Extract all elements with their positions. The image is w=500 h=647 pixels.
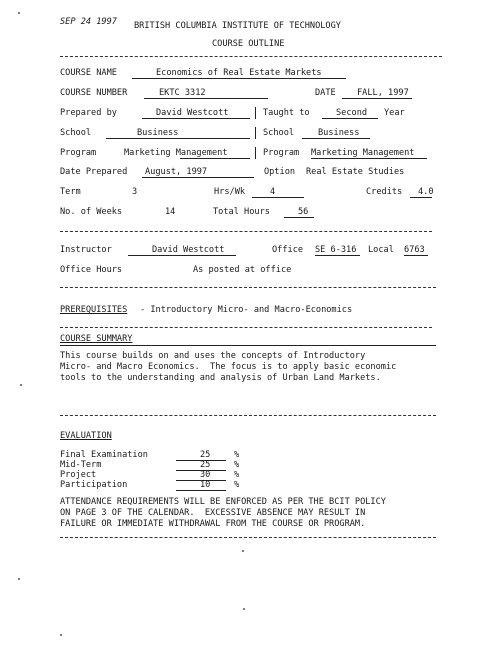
attendance-line: ATTENDANCE REQUIREMENTS WILL BE ENFORCED AS PER THE BCIT POLICY — [60, 497, 386, 507]
underline — [252, 197, 304, 198]
underline — [302, 138, 370, 139]
underline — [410, 197, 432, 198]
underline — [404, 255, 428, 256]
hours-per-week-value: 4 — [270, 187, 276, 197]
underline — [180, 158, 250, 159]
institution-name: BRITISH COLUMBIA INSTITUTE OF TECHNOLOGY — [134, 21, 341, 31]
separator-line — [60, 56, 442, 57]
credits-label: Credits — [366, 187, 403, 197]
local-value: 6763 — [404, 245, 425, 255]
course-name-label: COURSE NAME — [60, 68, 117, 78]
underline — [176, 490, 226, 491]
option-label: Option — [264, 167, 296, 177]
instructor-label: Instructor — [60, 245, 112, 255]
evaluation-item-label: Participation — [60, 480, 128, 490]
prerequisites-heading: PREREQUISITES — [60, 305, 128, 315]
course-number-label: COURSE NUMBER — [60, 88, 128, 98]
underline — [144, 98, 268, 99]
weeks-value: 14 — [165, 207, 176, 217]
evaluation-item-label: Project — [60, 470, 97, 480]
evaluation-item-value: 10 — [200, 480, 211, 490]
scan-speck — [243, 608, 245, 610]
attendance-line: ON PAGE 3 OF THE CALENDAR. EXCESSIVE ABSENCE MAY RESULT IN — [60, 508, 366, 518]
taught-to-value: Second — [336, 108, 368, 118]
summary-line: tools to the understanding and analysis of Urban Land Markets. — [60, 373, 381, 383]
total-hours-value: 56 — [298, 207, 309, 217]
office-hours-label: Office Hours — [60, 265, 123, 275]
attendance-line: FAILURE OR IMMEDIATE WITHDRAWAL FROM THE COURSE OR PROGRAM. — [60, 519, 366, 529]
year-label: Year — [384, 108, 405, 118]
separator-line — [60, 537, 436, 538]
program-label-right: Program — [263, 148, 300, 158]
option-value: Real Estate Studies — [306, 167, 405, 177]
date-prepared-label: Date Prepared — [60, 167, 128, 177]
underline — [142, 118, 250, 119]
separator-line — [60, 287, 436, 288]
received-stamp: SEP 24 1997 — [60, 17, 117, 27]
date-label: DATE — [315, 88, 336, 98]
percent-sign: % — [234, 450, 240, 460]
separator-line — [60, 327, 432, 328]
scan-speck — [20, 384, 22, 386]
scan-speck — [18, 12, 20, 14]
separator-line — [60, 415, 436, 416]
course-name-value: Economics of Real Estate Markets — [156, 68, 322, 78]
program-label: Program — [60, 148, 97, 158]
scan-speck — [242, 550, 244, 552]
underline — [132, 78, 346, 79]
program-value-right: Marketing Management — [311, 148, 415, 158]
column-divider — [255, 147, 256, 159]
hours-per-week-label: Hrs/Wk — [214, 187, 246, 197]
underline — [284, 217, 314, 218]
weeks-label: No. of Weeks — [60, 207, 123, 217]
total-hours-label: Total Hours — [213, 207, 270, 217]
scan-speck — [60, 634, 62, 636]
course-summary-heading: COURSE SUMMARY — [60, 334, 133, 344]
instructor-value: David Westcott — [152, 245, 225, 255]
office-label: Office — [272, 245, 304, 255]
summary-line: This course builds on and uses the concepts of Introductory — [60, 351, 366, 361]
office-hours-value: As posted at office — [193, 265, 292, 275]
underline — [315, 255, 360, 256]
local-label: Local — [368, 245, 394, 255]
taught-to-label: Taught to — [263, 108, 310, 118]
evaluation-item-label: Final Examination — [60, 450, 148, 460]
document-title: COURSE OUTLINE — [212, 39, 285, 49]
underline — [106, 138, 250, 139]
scan-speck — [18, 578, 20, 580]
credits-value: 4.0 — [418, 187, 434, 197]
school-value-right: Business — [318, 128, 360, 138]
underline — [311, 158, 427, 159]
summary-line: Micro- and Macro Economics. The focus is to apply basic economic — [60, 362, 397, 372]
date-prepared-value: August, 1997 — [145, 167, 208, 177]
percent-sign: % — [234, 480, 240, 490]
term-value: 3 — [132, 187, 138, 197]
prepared-by-label: Prepared by — [60, 108, 117, 118]
program-value: Marketing Management — [124, 148, 228, 158]
percent-sign: % — [234, 470, 240, 480]
column-divider — [255, 127, 256, 139]
evaluation-heading: EVALUATION — [60, 431, 112, 441]
course-number-value: EKTC 3312 — [159, 88, 206, 98]
underline — [128, 255, 236, 256]
evaluation-item-label: Mid-Term — [60, 460, 102, 470]
separator-line — [60, 231, 432, 232]
column-divider — [255, 107, 256, 119]
evaluation-item-value: 25 — [200, 460, 211, 470]
prerequisites-text: - Introductory Micro- and Macro-Economics — [140, 305, 353, 315]
school-label-right: School — [263, 128, 295, 138]
school-label: School — [60, 128, 92, 138]
prepared-by-value: David Westcott — [156, 108, 229, 118]
underline — [60, 345, 436, 346]
school-value: Business — [137, 128, 179, 138]
underline — [342, 98, 412, 99]
date-value: FALL, 1997 — [357, 88, 409, 98]
evaluation-item-value: 25 — [200, 450, 211, 460]
underline — [142, 177, 254, 178]
office-value: SE 6-316 — [315, 245, 357, 255]
underline — [322, 118, 378, 119]
evaluation-item-value: 30 — [200, 470, 211, 480]
term-label: Term — [60, 187, 81, 197]
percent-sign: % — [234, 460, 240, 470]
